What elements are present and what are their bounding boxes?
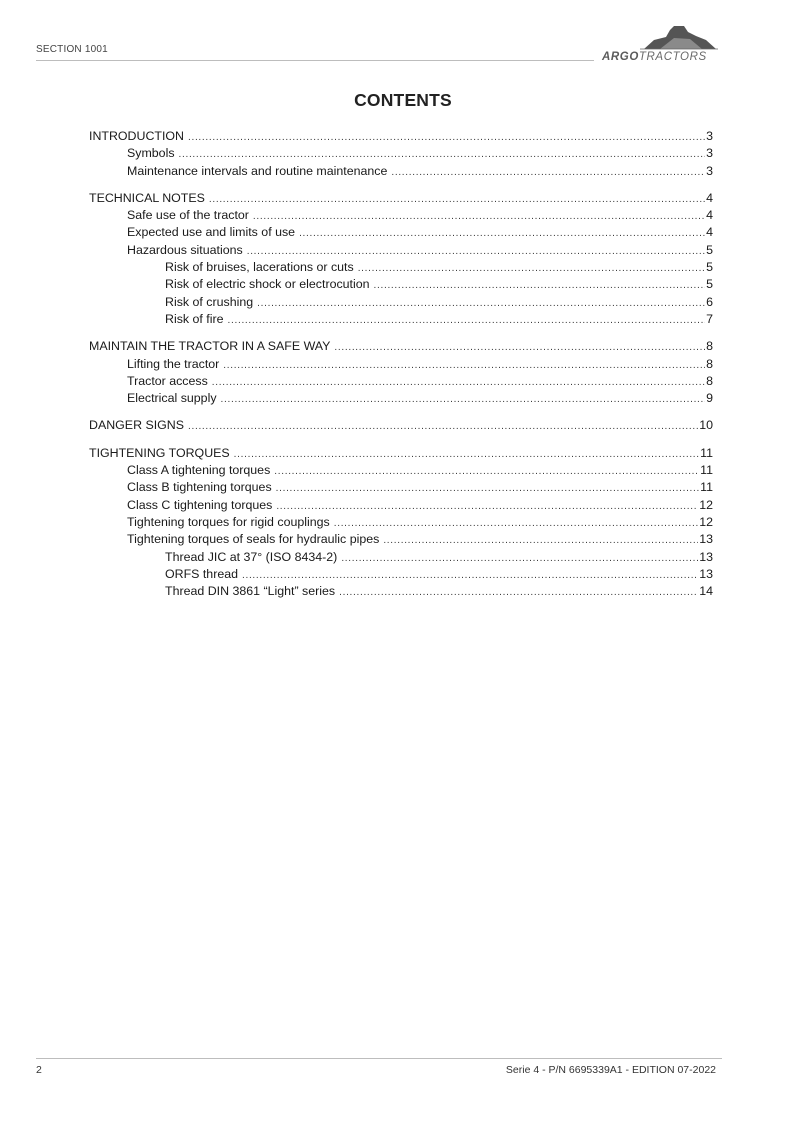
- toc-dot-leader: [234, 446, 699, 463]
- toc-entry-page: 11: [700, 463, 713, 478]
- toc-entry[interactable]: [89, 311, 713, 328]
- toc-entry-page: 8: [706, 356, 713, 371]
- toc-entry-label: MAINTAIN THE TRACTOR IN A SAFE WAY: [89, 339, 331, 354]
- toc-entry-page: 4: [706, 190, 713, 205]
- toc-entry[interactable]: [89, 207, 713, 224]
- toc-dot-leader: [391, 164, 705, 181]
- toc-entry-label: Hazardous situations: [127, 242, 243, 257]
- toc-dot-leader: [299, 225, 705, 242]
- toc-entry-page: 4: [706, 225, 713, 240]
- toc-entry-label: DANGER SIGNS: [89, 418, 185, 433]
- toc-entry-page: 5: [706, 277, 713, 292]
- toc-dot-leader: [223, 357, 705, 374]
- brand-wordmark-bold: ARGO: [602, 51, 639, 63]
- toc-dot-leader: [276, 480, 699, 497]
- toc-entry[interactable]: [89, 224, 713, 241]
- toc-entry[interactable]: [89, 338, 713, 355]
- header-divider: [36, 60, 594, 61]
- toc-dot-leader: [374, 277, 706, 294]
- toc-entry-label: Electrical supply: [127, 391, 217, 406]
- toc-group: [89, 128, 713, 180]
- toc-entry-page: 5: [706, 260, 713, 275]
- toc-entry-label: Risk of fire: [165, 311, 224, 326]
- toc-entry-label: Maintenance intervals and routine maintenance: [127, 163, 388, 178]
- toc-dot-leader: [339, 584, 698, 601]
- toc-entry-label: Risk of crushing: [165, 294, 254, 309]
- toc-entry[interactable]: [89, 566, 713, 583]
- toc-dot-leader: [179, 146, 706, 163]
- toc-dot-leader: [276, 498, 698, 515]
- toc-entry-label: Safe use of the tractor: [127, 208, 249, 223]
- toc-dot-leader: [188, 418, 698, 435]
- toc-entry[interactable]: [89, 294, 713, 311]
- toc-entry-page: 12: [699, 497, 713, 512]
- toc-entry-page: 6: [706, 294, 713, 309]
- toc-entry[interactable]: [89, 514, 713, 531]
- toc-entry[interactable]: [89, 356, 713, 373]
- toc-group: [89, 417, 713, 434]
- toc-dot-leader: [247, 243, 705, 260]
- toc-entry[interactable]: [89, 462, 713, 479]
- brand-wordmark: [602, 51, 707, 63]
- toc-dot-leader: [242, 567, 698, 584]
- toc-dot-leader: [228, 312, 706, 329]
- toc-entry-label: INTRODUCTION: [89, 129, 184, 143]
- toc-entry-page: 11: [700, 480, 713, 495]
- toc-entry-page: 3: [706, 146, 713, 161]
- toc-entry-page: 8: [706, 373, 713, 388]
- brand-wordmark-light: TRACTORS: [638, 51, 707, 63]
- toc-entry-page: 14: [699, 584, 713, 599]
- toc-entry[interactable]: [89, 417, 713, 434]
- toc-dot-leader: [221, 391, 706, 408]
- toc-entry[interactable]: [89, 390, 713, 407]
- brand-logo: [598, 24, 722, 66]
- toc-entry[interactable]: [89, 190, 713, 207]
- toc-dot-leader: [274, 463, 699, 480]
- toc-entry[interactable]: [89, 497, 713, 514]
- toc-entry-label: Thread DIN 3861 “Light” series: [165, 584, 336, 599]
- table-of-contents: [89, 128, 713, 610]
- toc-entry-label: Tightening torques for rigid couplings: [127, 514, 330, 529]
- footer-document-reference: Serie 4 - P/N 6695339A1 - EDITION 07-2022: [505, 1064, 716, 1076]
- toc-dot-leader: [341, 550, 698, 567]
- toc-entry[interactable]: [89, 128, 713, 145]
- toc-dot-leader: [212, 374, 705, 391]
- toc-entry-label: TIGHTENING TORQUES: [89, 445, 230, 460]
- page-title: CONTENTS: [354, 90, 452, 110]
- toc-entry-page: 10: [699, 418, 713, 433]
- toc-entry-label: ORFS thread: [165, 566, 238, 581]
- toc-entry[interactable]: [89, 145, 713, 162]
- toc-entry[interactable]: [89, 163, 713, 180]
- toc-entry-page: 11: [700, 445, 713, 460]
- toc-dot-leader: [257, 295, 705, 312]
- toc-entry[interactable]: [89, 479, 713, 496]
- toc-entry-page: 7: [706, 311, 713, 326]
- toc-entry[interactable]: [89, 373, 713, 390]
- toc-entry-page: 9: [706, 391, 713, 406]
- toc-dot-leader: [383, 532, 698, 549]
- toc-dot-leader: [209, 191, 705, 208]
- toc-entry-label: Class C tightening torques: [127, 497, 273, 512]
- toc-entry-page: 3: [706, 163, 713, 178]
- toc-entry[interactable]: [89, 259, 713, 276]
- toc-group: [89, 338, 713, 407]
- toc-dot-leader: [188, 129, 705, 146]
- toc-entry-label: Tractor access: [127, 373, 208, 388]
- toc-dot-leader: [358, 260, 705, 277]
- toc-group: [89, 190, 713, 328]
- toc-entry-label: Lifting the tractor: [127, 356, 220, 371]
- toc-entry-page: 3: [706, 129, 713, 143]
- toc-entry[interactable]: [89, 531, 713, 548]
- toc-entry[interactable]: [89, 583, 713, 600]
- toc-entry-label: TECHNICAL NOTES: [89, 190, 205, 205]
- toc-entry-label: Class A tightening torques: [127, 463, 271, 478]
- toc-entry[interactable]: [89, 242, 713, 259]
- toc-entry-page: 13: [699, 549, 713, 564]
- toc-entry-label: Symbols: [127, 146, 175, 161]
- tractor-silhouette-icon: [640, 24, 718, 50]
- toc-entry[interactable]: [89, 445, 713, 462]
- toc-entry-page: 4: [706, 208, 713, 223]
- footer-page-number: 2: [36, 1064, 42, 1076]
- footer-divider: [36, 1058, 722, 1059]
- toc-dot-leader: [253, 208, 705, 225]
- toc-entry-label: Thread JIC at 37° (ISO 8434-2): [165, 549, 338, 564]
- toc-entry-page: 12: [699, 514, 713, 529]
- toc-entry[interactable]: [89, 549, 713, 566]
- toc-entry-page: 13: [699, 566, 713, 581]
- toc-entry-label: Risk of bruises, lacerations or cuts: [165, 260, 354, 275]
- toc-entry-label: Risk of electric shock or electrocution: [165, 277, 370, 292]
- toc-entry-page: 5: [706, 242, 713, 257]
- toc-entry-page: 8: [706, 339, 713, 354]
- toc-entry-label: Class B tightening torques: [127, 480, 272, 495]
- toc-dot-leader: [334, 515, 698, 532]
- toc-entry[interactable]: [89, 276, 713, 293]
- toc-entry-label: Tightening torques of seals for hydraulic pipes: [127, 532, 380, 547]
- toc-entry-label: Expected use and limits of use: [127, 225, 296, 240]
- header-section-label: SECTION 1001: [36, 44, 108, 55]
- toc-group: [89, 445, 713, 601]
- toc-dot-leader: [334, 339, 705, 356]
- toc-entry-page: 13: [699, 532, 713, 547]
